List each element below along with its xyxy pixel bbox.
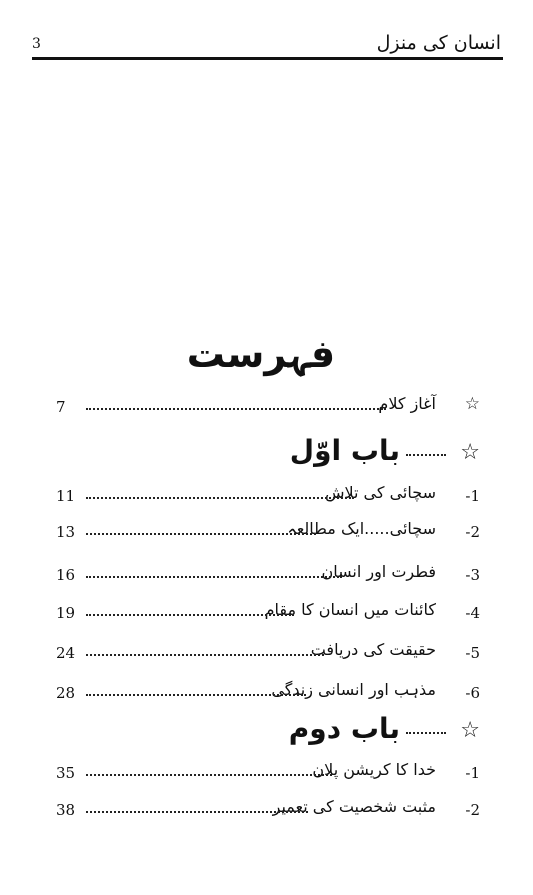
chapter-heading-2 <box>270 712 480 752</box>
toc-entry <box>56 640 480 668</box>
dot-leader <box>86 608 294 616</box>
chapter-title: باب اوّل <box>289 434 400 467</box>
entry-title: حقیقت کی دریافت <box>310 640 436 659</box>
dot-leader <box>86 805 308 813</box>
chapter-heading-1 <box>270 434 480 474</box>
entry-page: 16 <box>56 566 76 584</box>
entry-number: -6 <box>465 684 480 702</box>
entry-title: مثبت شخصیت کی تعمیر <box>272 797 436 816</box>
toc-entry <box>56 562 480 590</box>
dot-leader <box>406 732 446 734</box>
running-title: انسان کی منزل <box>376 32 501 54</box>
dot-leader <box>86 527 316 535</box>
entry-title: سچائی.....ایک مطالعہ <box>287 519 436 538</box>
star-outline-icon: ☆ <box>460 718 480 743</box>
entry-number: -2 <box>465 801 480 819</box>
dot-leader <box>406 454 446 456</box>
toc-entry <box>56 680 480 708</box>
page-header <box>32 30 503 60</box>
dot-leader <box>86 491 354 499</box>
entry-page: 35 <box>56 764 76 782</box>
entry-number: -4 <box>465 604 480 622</box>
entry-number: -3 <box>465 566 480 584</box>
page-number: 3 <box>32 36 41 52</box>
entry-number: -1 <box>465 764 480 782</box>
entry-title: کائنات میں انسان کا مقام <box>264 600 436 619</box>
dot-leader <box>86 768 332 776</box>
entry-page: 13 <box>56 523 76 541</box>
header-rule <box>32 57 503 60</box>
contents-heading: فہرست <box>186 332 336 376</box>
entry-number: -2 <box>465 523 480 541</box>
entry-title: خدا کا کریشن پلان <box>312 760 436 779</box>
entry-page: 7 <box>56 398 66 416</box>
entry-title: سچائی کی تلاش <box>324 483 436 502</box>
dot-leader <box>86 570 342 578</box>
chapter-title: باب دوم <box>288 712 400 745</box>
entry-page: 24 <box>56 644 76 662</box>
dot-leader <box>86 648 324 656</box>
toc-entry <box>56 797 480 825</box>
entry-page: 11 <box>56 487 76 505</box>
star-outline-icon: ☆ <box>464 394 480 414</box>
toc-entry <box>56 483 480 511</box>
toc-entry <box>56 600 480 628</box>
toc-entry <box>56 519 480 547</box>
dot-leader <box>86 402 386 410</box>
entry-number: -5 <box>465 644 480 662</box>
entry-title: مذہب اور انسانی زندگی <box>271 680 436 699</box>
entry-page: 28 <box>56 684 76 702</box>
entry-number: -1 <box>465 487 480 505</box>
star-outline-icon: ☆ <box>460 440 480 465</box>
entry-page: 38 <box>56 801 76 819</box>
toc-entry-intro <box>56 394 480 422</box>
toc-entry <box>56 760 480 788</box>
entry-title: فطرت اور انسان <box>321 562 436 581</box>
entry-title: آغاز کلام <box>378 394 436 413</box>
entry-page: 19 <box>56 604 76 622</box>
dot-leader <box>86 688 306 696</box>
